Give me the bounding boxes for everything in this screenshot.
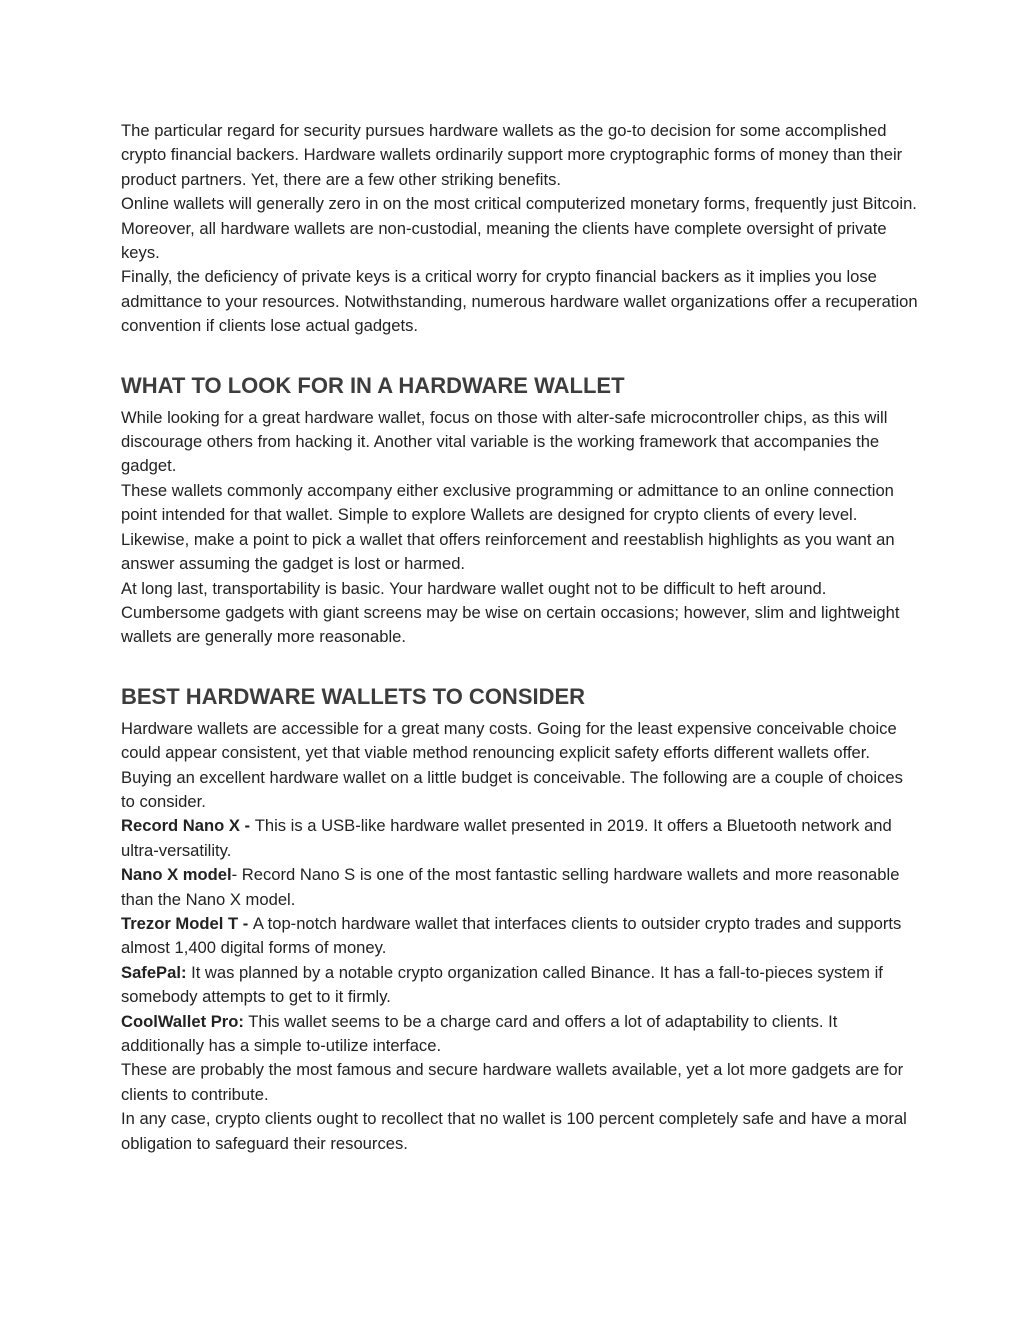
wallet-entry (121, 961, 921, 1010)
wallet-description: - Record Nano S is one of the most fantastic selling hardware wallets and more reasonable than the Nano X model. (121, 865, 900, 909)
wallet-entry (121, 912, 921, 961)
wallet-description: A top-notch hardware wallet that interfaces clients to outsider crypto trades and supports almost 1,400 digital forms of money. (121, 913, 902, 958)
section-heading-what-to-look-for: WHAT TO LOOK FOR IN A HARDWARE WALLET (121, 372, 625, 398)
section2-paragraph: Hardware wallets are accessible for a great many costs. Going for the least expensive conceivable choice could appear consistent, yet that viable method renouncing explicit safety efforts different wallets offer. (121, 718, 897, 763)
section2-paragraph: Buying an excellent hardware wallet on a little budget is conceivable. The following are a couple of choices to consider. (121, 767, 903, 811)
closing-paragraph: In any case, crypto clients ought to recollect that no wallet is 100 percent completely safe and have a moral obligation to safeguard their resources. (121, 1109, 907, 1153)
section1-paragraph: These wallets commonly accompany either exclusive programming or admittance to an online connection point intended for that wallet. Simple to explore Wallets are designed for crypto clients of every level. (121, 480, 894, 525)
closing-paragraph: These are probably the most famous and secure hardware wallets available, yet a lot more gadgets are for clients to contribute. (121, 1060, 904, 1104)
wallet-entry (121, 1010, 921, 1059)
wallet-description: It was planned by a notable crypto organization called Binance. It has a fall-to-pieces system if somebody attempts to get to it firmly. (121, 962, 883, 1007)
wallet-name: Record Nano X - (121, 816, 255, 836)
wallet-name: SafePal: (121, 962, 187, 982)
wallet-name: Trezor Model T - (121, 913, 253, 933)
wallet-description: This is a USB-like hardware wallet presented in 2019. It offers a Bluetooth network and ultra-versatility. (121, 816, 892, 860)
wallet-name: CoolWallet Pro: (121, 1011, 244, 1031)
section1-paragraph: At long last, transportability is basic. Your hardware wallet ought not to be difficult to heft around. Cumbersome gadgets with giant screens may be wise on certain occasions; however, slim and lightweight wallets are generally more reasonable. (121, 578, 900, 647)
section1-paragraph: While looking for a great hardware wallet, focus on those with alter-safe microcontroller chips, as this will discourage others from hacking it. Another vital variable is the working framework that accompanies the gadget. (121, 407, 888, 476)
intro-paragraph: The particular regard for security pursues hardware wallets as the go-to decision for some accomplished crypto financial backers. Hardware wallets ordinarily support more cryptographic forms of money than their product partners. Yet, there are a few other striking benefits. (121, 121, 903, 189)
wallet-entry (121, 814, 921, 863)
wallet-name: Nano X model (121, 865, 232, 885)
section1-paragraph: Likewise, make a point to pick a wallet that offers reinforcement and reestablish highlights as you want an answer assuming the gadget is lost or harmed. (121, 529, 895, 574)
wallet-entry (121, 863, 921, 912)
intro-paragraph: Online wallets will generally zero in on the most critical computerized monetary forms, frequently just Bitcoin. Moreover, all hardware wallets are non-custodial, meaning the clients have complete oversight of private keys. (121, 194, 917, 263)
wallet-description: This wallet seems to be a charge card and offers a lot of adaptability to clients. It additionally has a simple to-utilize interface. (121, 1011, 838, 1055)
document-page (121, 119, 921, 1156)
intro-paragraph: Finally, the deficiency of private keys is a critical worry for crypto financial backers as it implies you lose admittance to your resources. Notwithstanding, numerous hardware wallet organizations offer a recuperation convention if clients lose actual gadgets. (121, 267, 918, 336)
section-heading-best-wallets: BEST HARDWARE WALLETS TO CONSIDER (121, 683, 586, 709)
